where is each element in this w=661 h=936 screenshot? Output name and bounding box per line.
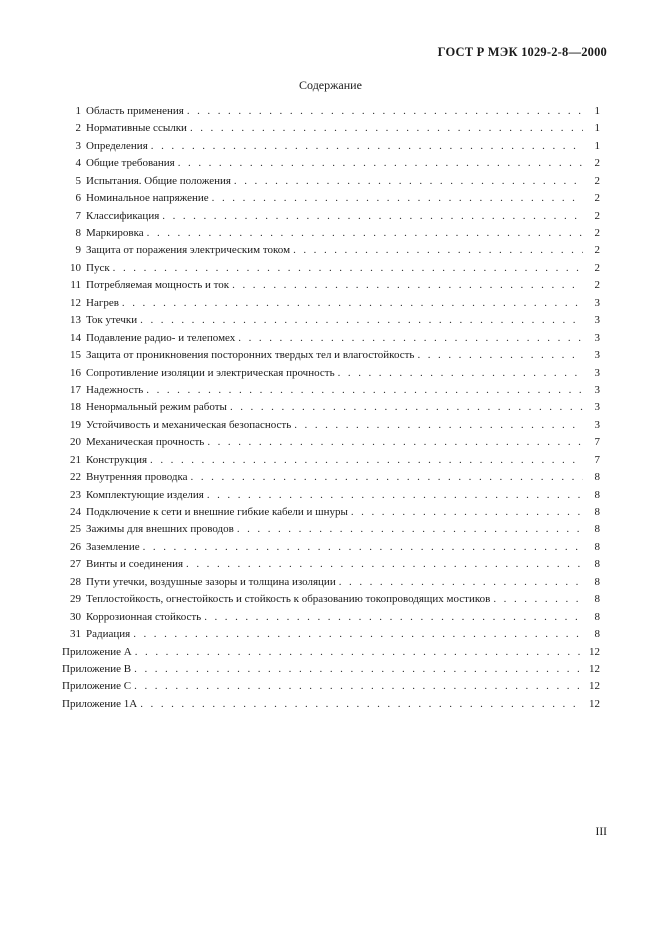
toc-entry-page: 7 [594,436,600,449]
toc-entry-page: 12 [589,697,600,710]
toc-entry-page: 2 [594,174,600,187]
toc-entry-title: Винты и соединения [86,558,184,571]
dot-leader [351,504,583,521]
toc-entry[interactable] [62,295,600,312]
toc-entry-page: 2 [594,261,600,274]
dot-leader [230,399,583,416]
toc-entry-page: 2 [594,244,600,257]
toc-entry-number: 14 [70,331,81,344]
dot-leader [134,678,583,695]
toc-entry-page: 8 [594,593,600,606]
toc-entry-number: 10 [70,261,81,274]
toc-entry-page: 3 [594,296,600,309]
toc-entry[interactable] [62,487,600,504]
toc-entry[interactable] [62,173,600,190]
toc-entry-page: 8 [594,540,600,553]
toc-entry-page: 3 [594,349,600,362]
toc-entry-number: 15 [70,349,81,362]
toc-entry[interactable] [62,417,600,434]
toc-entry-number: 1 [75,104,81,117]
toc-entry-title: Ненормальный режим работы [86,401,227,414]
dot-leader [150,452,583,469]
toc-entry-title: Приложение 1А [62,697,138,710]
toc-entry-number: 4 [75,157,81,170]
dot-leader [191,469,583,486]
toc-title: Содержание [299,78,362,92]
toc-entry[interactable] [62,504,600,521]
toc-entry[interactable] [62,469,600,486]
toc-entry[interactable] [62,539,600,556]
toc-entry[interactable] [62,208,600,225]
toc-entry-number: 30 [70,610,81,623]
toc-entry-page: 8 [594,523,600,536]
toc-entry-page: 3 [594,401,600,414]
toc-entry[interactable] [62,522,600,539]
dot-leader [162,208,583,225]
toc-entry[interactable] [62,626,600,643]
toc-entry-page: 8 [594,628,600,641]
toc-entry-page: 3 [594,331,600,344]
toc-entry-page: 1 [594,104,600,117]
toc-entry[interactable] [62,330,600,347]
toc-entry[interactable] [62,644,600,661]
toc-entry-number: 17 [70,383,81,396]
toc-entry[interactable] [62,190,600,207]
toc-entry-title: Номинальное напряжение [86,192,209,205]
toc-entry-page: 1 [594,122,600,135]
toc-entry-number: 5 [75,174,81,187]
toc-entry-number: 7 [75,209,81,222]
toc-entry-number: 6 [75,192,81,205]
dot-leader [234,173,583,190]
toc-entry-page: 8 [594,610,600,623]
toc-entry-title: Приложение С [62,680,132,693]
toc-entry-page: 8 [594,488,600,501]
toc-entry-number: 18 [70,401,81,414]
toc-entry-title: Определения [86,139,148,152]
table-of-contents [62,103,600,713]
toc-entry-title: Пути утечки, воздушные зазоры и толщина изоляции [86,575,336,588]
toc-entry-number: 26 [70,540,81,553]
toc-entry[interactable] [62,661,600,678]
toc-entry[interactable] [62,399,600,416]
toc-entry[interactable] [62,365,600,382]
toc-entry-title: Коррозионная стойкость [86,610,202,623]
toc-entry-page: 8 [594,575,600,588]
dot-leader [143,539,583,556]
toc-entry-title: Подавление радио- и телепомех [86,331,236,344]
toc-entry-number: 24 [70,506,81,519]
toc-entry-number: 21 [70,453,81,466]
toc-entry-number: 8 [75,227,81,240]
toc-entry-title: Зажимы для внешних проводов [86,523,234,536]
toc-entry-title: Конструкция [86,453,148,466]
dot-leader [122,295,583,312]
toc-entry-title: Устойчивость и механическая безопасность [86,418,292,431]
dot-leader [417,347,583,364]
toc-entry-title: Приложение А [62,645,132,658]
toc-entry-page: 8 [594,471,600,484]
toc-entry[interactable] [62,243,600,260]
toc-entry[interactable] [62,277,600,294]
toc-entry[interactable] [62,556,600,573]
toc-entry-title: Классификация [86,209,160,222]
toc-entry-number: 9 [75,244,81,257]
dot-leader [207,434,583,451]
toc-entry-page: 2 [594,279,600,292]
toc-entry-page: 12 [589,662,600,675]
toc-entry[interactable] [62,138,600,155]
toc-entry-page: 2 [594,192,600,205]
toc-entry-title: Ток утечки [86,314,138,327]
toc-entry[interactable] [62,347,600,364]
toc-entry-number: 25 [70,523,81,536]
dot-leader [294,417,583,434]
dot-leader [187,103,583,120]
toc-entry-number: 3 [75,139,81,152]
dot-leader [134,661,583,678]
toc-entry-title: Защита от проникновения посторонних твердых тел и влагостойкость [86,349,415,362]
toc-entry-title: Комплектующие изделия [86,488,204,501]
toc-entry-number: 20 [70,436,81,449]
standard-header: ГОСТ Р МЭК 1029-2-8—2000 [437,45,607,59]
toc-entry-number: 11 [70,279,81,292]
dot-leader [186,556,583,573]
toc-entry-title: Нагрев [86,296,119,309]
toc-entry-page: 7 [594,453,600,466]
toc-entry-title: Пуск [86,261,110,274]
toc-entry-number: 16 [70,366,81,379]
dot-leader [238,330,583,347]
page-number: III [595,826,607,838]
toc-entry-title: Общие требования [86,157,175,170]
toc-entry-number: 2 [75,122,81,135]
toc-entry[interactable] [62,696,600,713]
dot-leader [146,382,583,399]
toc-entry-page: 12 [589,645,600,658]
toc-entry-title: Механическая прочность [86,436,205,449]
toc-entry-title: Заземление [86,540,140,553]
toc-entry[interactable] [62,678,600,695]
toc-entry[interactable] [62,312,600,329]
dot-leader [232,277,583,294]
dot-leader [151,138,583,155]
toc-entry-title: Защита от поражения электрическим током [86,244,291,257]
toc-entry[interactable] [62,609,600,626]
dot-leader [237,521,583,538]
toc-entry[interactable] [62,434,600,451]
toc-entry-number: 12 [70,296,81,309]
toc-entry-number: 19 [70,418,81,431]
dot-leader [178,155,583,172]
toc-entry-number: 27 [70,558,81,571]
toc-entry-page: 3 [594,418,600,431]
toc-entry-title: Область применения [86,104,184,117]
toc-entry-number: 22 [70,471,81,484]
toc-entry-page: 3 [594,383,600,396]
toc-entry[interactable] [62,103,600,120]
toc-entry-title: Внутренняя проводка [86,471,188,484]
toc-entry[interactable] [62,155,600,172]
toc-entry[interactable] [62,382,600,399]
dot-leader [207,487,583,504]
toc-entry-title: Маркировка [86,227,144,240]
dot-leader [113,260,583,277]
dot-leader [135,644,583,661]
toc-entry-number: 13 [70,314,81,327]
dot-leader [133,626,583,643]
toc-entry-page: 3 [594,314,600,327]
toc-entry-title: Приложение В [62,662,132,675]
toc-entry-page: 1 [594,139,600,152]
dot-leader [212,190,583,207]
toc-entry-page: 2 [594,227,600,240]
toc-entry[interactable] [62,591,600,608]
toc-entry[interactable] [62,225,600,242]
toc-entry-title: Надежность [86,383,144,396]
toc-entry[interactable] [62,120,600,137]
toc-entry-number: 28 [70,575,81,588]
toc-entry-title: Подключение к сети и внешние гибкие кабели и шнуры [86,506,348,519]
toc-entry-title: Радиация [86,628,131,641]
toc-entry-page: 2 [594,157,600,170]
toc-entry[interactable] [62,260,600,277]
toc-entry-number: 29 [70,593,81,606]
toc-entry-title: Испытания. Общие положения [86,174,231,187]
toc-entry-number: 31 [70,628,81,641]
toc-entry-page: 3 [594,366,600,379]
toc-entry-page: 12 [589,680,600,693]
dot-leader [190,120,583,137]
toc-entry[interactable] [62,452,600,469]
dot-leader [204,609,583,626]
dot-leader [147,225,583,242]
dot-leader [140,312,583,329]
toc-entry-number: 23 [70,488,81,501]
dot-leader [338,365,583,382]
dot-leader [493,591,583,608]
toc-entry-title: Потребляемая мощность и ток [86,279,230,292]
toc-entry-page: 2 [594,209,600,222]
toc-entry-page: 8 [594,506,600,519]
toc-entry[interactable] [62,574,600,591]
dot-leader [293,242,583,259]
dot-leader [339,574,583,591]
toc-entry-page: 8 [594,558,600,571]
toc-entry-title: Теплостойкость, огнестойкость и стойкость к образованию токопроводящих мостиков [86,593,491,606]
dot-leader [140,696,583,713]
toc-entry-title: Нормативные ссылки [86,122,187,135]
toc-entry-title: Сопротивление изоляции и электрическая прочность [86,366,335,379]
